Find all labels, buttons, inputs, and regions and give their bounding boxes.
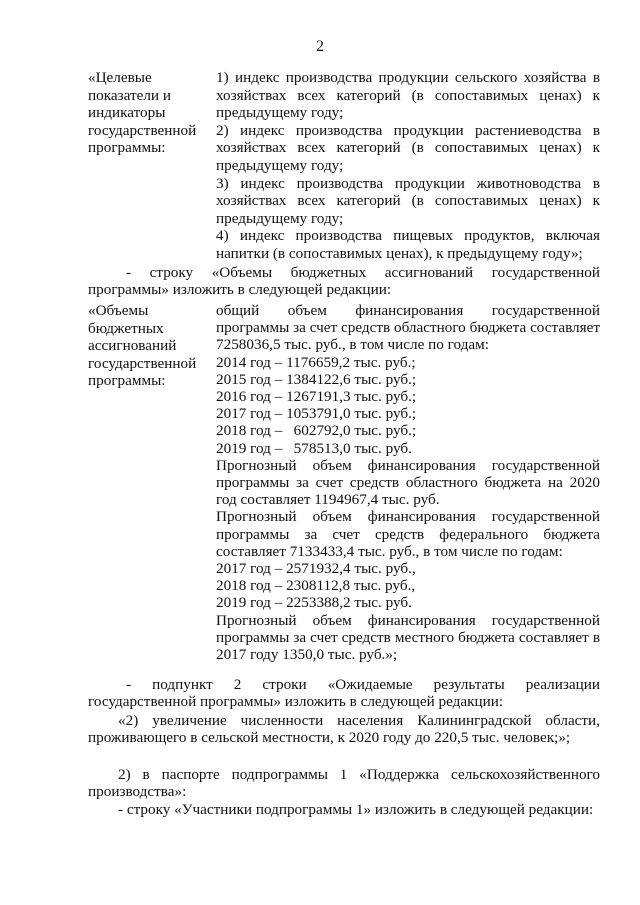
paragraph-budget-line: - строку «Объемы бюджетных ассигнований государственной программы» изложить в следующей редакции: xyxy=(88,264,600,299)
year-row: 2015 год – 1384122,6 тыс. руб.; xyxy=(216,370,417,388)
label-line: «Объемы xyxy=(88,302,149,319)
year-row: 2017 год – 1053791,0 тыс. руб.; xyxy=(216,405,417,423)
forecast-local: Прогнозный объем финансирования государственной программы за счет средств местного бюджета составляет в 2017 году 1350,0 тыс. руб.»; xyxy=(216,611,600,664)
targets-label xyxy=(88,69,216,263)
label-line: государственной xyxy=(88,121,197,139)
paragraph-subprogram: 2) в паспорте подпрограммы 1 «Поддержка сельскохозяйственного производства»: xyxy=(88,766,600,801)
page-number: 2 xyxy=(316,38,324,55)
forecast-federal: Прогнозный объем финансирования государственной программы за счет средств федерального бюджета составляет 7133433,4 тыс. руб., в том числе по годам: xyxy=(216,508,600,560)
year-row: 2018 год – 602792,0 тыс. руб.; xyxy=(216,422,417,440)
forecast-regional: Прогнозный объем финансирования государственной программы за счет средств областного бюджета на 2020 год составляет 1194967,4 тыс. руб. xyxy=(216,456,600,509)
label-line: «Целевые xyxy=(88,69,152,86)
year-row: 2014 год – 1176659,2 тыс. руб.; xyxy=(216,353,416,371)
target-item-3: 3) индекс производства продукции животноводства в хозяйствах всех категорий (в сопоставимых ценах) к предыдущему году; xyxy=(216,174,600,227)
paragraph-population: «2) увеличение численности населения Калининградской области, проживающего в сельской местности, к 2020 году до 220,5 тыс. человек;»; xyxy=(88,712,600,747)
targets-values xyxy=(216,69,600,263)
budget-values xyxy=(216,302,600,663)
label-line: индикаторы xyxy=(88,104,166,122)
year-row: 2019 год – 578513,0 тыс. руб. xyxy=(216,439,412,457)
targets-section xyxy=(88,69,600,263)
budget-intro: общий объем финансирования государственной программы за счет средств областного бюджета составляет 7258036,5 тыс. руб., в том числе по годам: xyxy=(216,302,600,354)
target-item-1: 1) индекс производства продукции сельского хозяйства в хозяйствах всех категорий (в сопоставимых ценах) к предыдущему году; xyxy=(216,69,600,122)
budget-section xyxy=(88,302,600,663)
label-line: программы: xyxy=(88,372,166,390)
label-line: ассигнований xyxy=(88,337,177,355)
year-row: 2017 год – 2571932,4 тыс. руб., xyxy=(216,560,416,578)
year-row: 2019 год – 2253388,2 тыс. руб. xyxy=(216,594,412,612)
paragraph-participants: - строку «Участники подпрограммы 1» изложить в следующей редакции: xyxy=(118,801,594,818)
year-row: 2016 год – 1267191,3 тыс. руб.; xyxy=(216,388,417,406)
paragraph-subpoint: - подпункт 2 строки «Ожидаемые результаты реализации государственной программы» изложить в следующей редакции: xyxy=(88,676,600,711)
label-line: показатели и xyxy=(88,86,171,104)
label-line: государственной xyxy=(88,354,197,372)
target-item-2: 2) индекс производства продукции растениеводства в хозяйствах всех категорий (в сопоставимых ценах) к предыдущему году; xyxy=(216,121,600,174)
target-item-4: 4) индекс производства пищевых продуктов, включая напитки (в сопоставимых ценах), к предыдущему году»; xyxy=(216,227,600,262)
budget-label xyxy=(88,302,216,663)
label-line: бюджетных xyxy=(88,319,164,337)
label-line: программы: xyxy=(88,139,166,157)
year-row: 2018 год – 2308112,8 тыс. руб., xyxy=(216,577,416,595)
